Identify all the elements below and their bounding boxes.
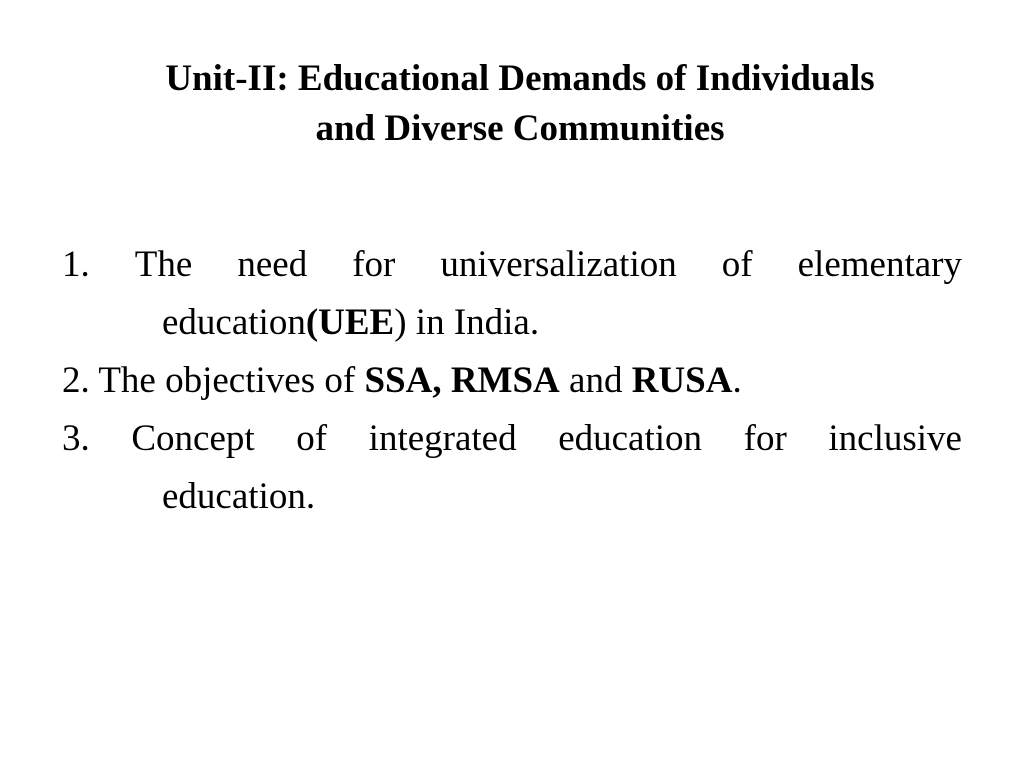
word: for [352, 244, 396, 285]
word: for [743, 418, 787, 459]
word: integrated [368, 418, 517, 459]
word: need [237, 244, 308, 285]
text: 2. The objectives of [62, 360, 365, 401]
word: elementary [797, 244, 962, 285]
list-item-2-line-1 [62, 352, 962, 410]
list-item-3-line-1 [62, 410, 962, 468]
list-item-2 [62, 352, 962, 410]
title-line-1: Unit-II: Educational Demands of Individuals [165, 58, 875, 99]
bold-text-rusa: RUSA [631, 360, 733, 401]
word: of [296, 418, 328, 459]
slide-title [60, 54, 980, 154]
list-item-1-line-1 [62, 236, 962, 294]
bold-text-uee: (UEE [305, 302, 395, 343]
word: 3. [62, 418, 90, 459]
word: of [721, 244, 753, 285]
word: The [134, 244, 193, 285]
text: and [559, 360, 632, 401]
title-line-2: and Diverse Communities [315, 108, 725, 149]
list-item-1-line-2 [62, 294, 962, 352]
word: education [558, 418, 703, 459]
word: Concept [131, 418, 255, 459]
word: inclusive [828, 418, 962, 459]
bold-text-ssa-rmsa: SSA, RMSA [364, 360, 560, 401]
list-item-3-line-2: education. [162, 476, 316, 517]
text: ) in India. [394, 302, 540, 343]
word: universalization [440, 244, 677, 285]
text: education [162, 302, 306, 343]
list-item-3 [62, 410, 962, 526]
text: . [732, 360, 742, 401]
slide-body [62, 236, 962, 526]
list-item-1 [62, 236, 962, 352]
word: 1. [62, 244, 90, 285]
